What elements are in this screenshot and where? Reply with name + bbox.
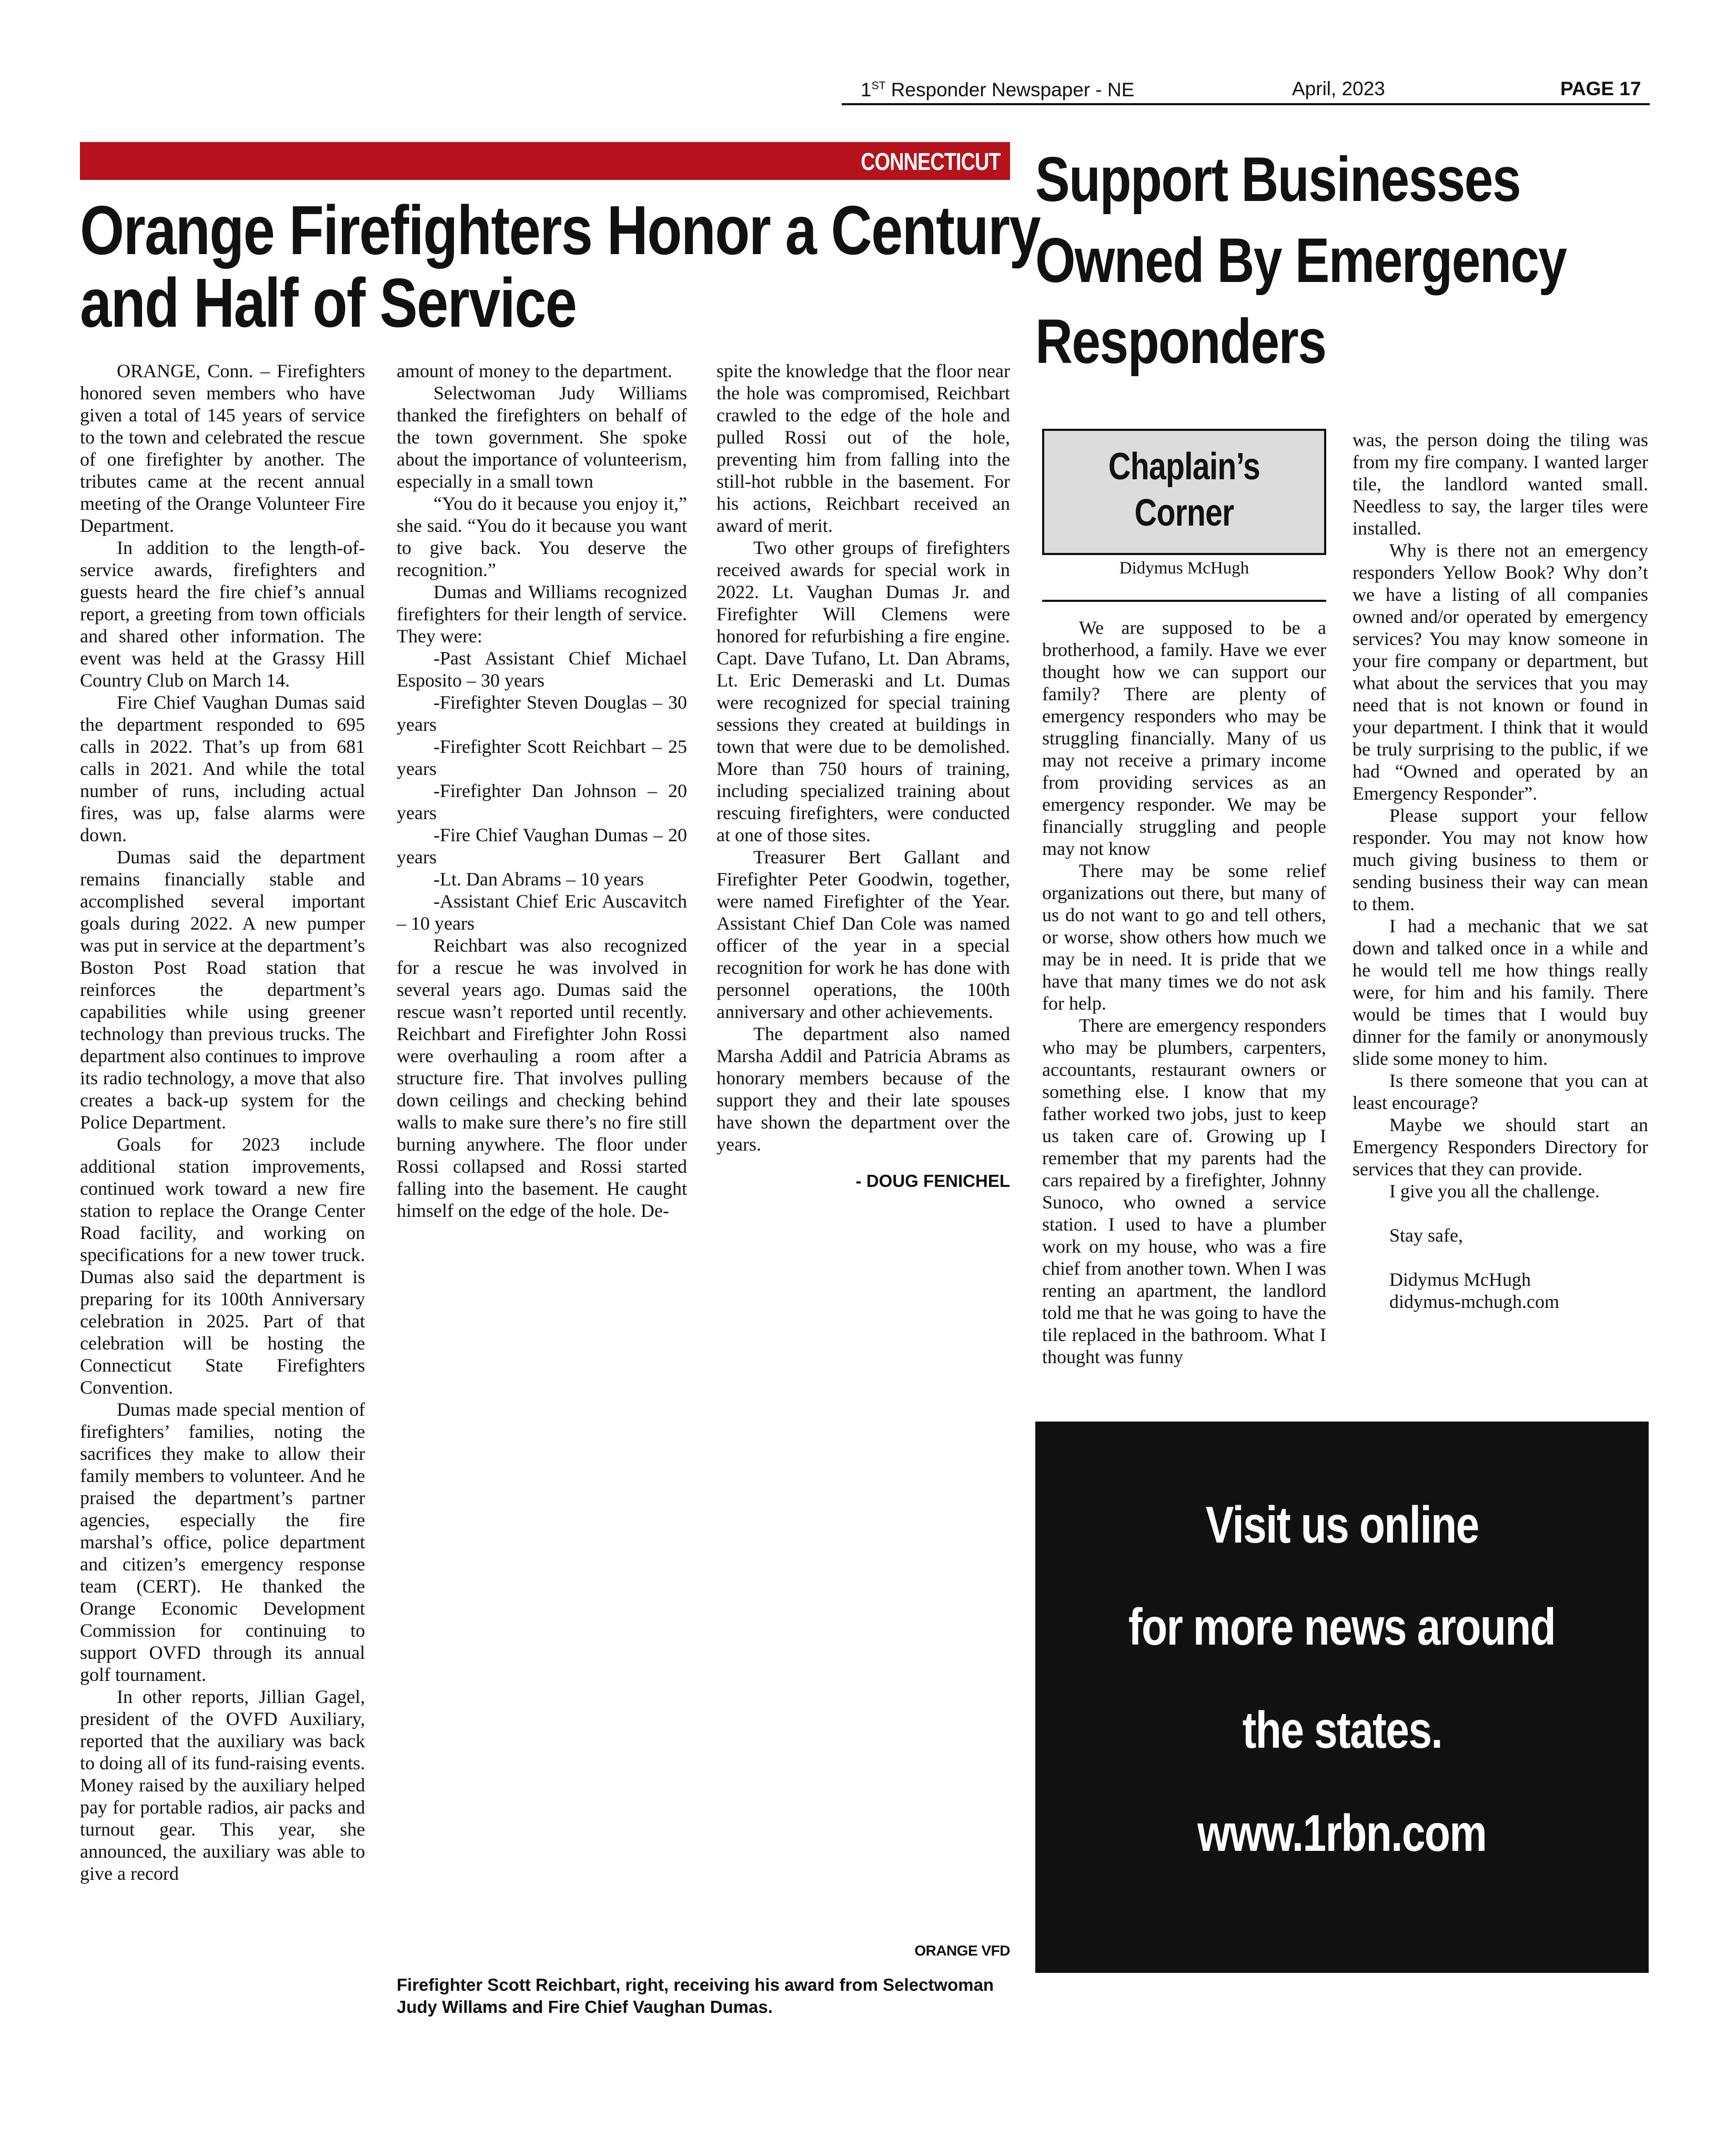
article1-headline-line2: and Half of Service <box>80 264 577 341</box>
article2-headline-line1: Support Businesses <box>1035 144 1520 215</box>
article1-paragraph: Selectwoman Judy Williams thanked the firefighters on behalf of the town government. She spoke about the importance of volunteerism, especially in a small town <box>397 382 687 492</box>
award-list-item: -Firefighter Dan Johnson – 20 years <box>397 780 687 823</box>
article2-paragraph: Is there someone that you can at least encourage? <box>1353 1070 1648 1113</box>
chaplains-corner-title-line2: Corner <box>1134 492 1234 534</box>
header-page-number: PAGE 17 <box>1560 78 1641 99</box>
signature-name: Didymus McHugh <box>1389 1269 1531 1290</box>
article1-paragraph: Fire Chief Vaughan Dumas said the department responded to 695 calls in 2022. That’s up from 681 calls in 2021. And while the total number of runs, including actual fires, was up, false alarms were down. <box>80 692 365 845</box>
article2-paragraph: Maybe we should start an Emergency Responders Directory for services that they can provide. <box>1353 1114 1648 1180</box>
article2-headline-line2: Owned By Emergency <box>1035 225 1567 296</box>
article1-paragraph: spite the knowledge that the floor near the hole was compromised, Reichbart crawled to the edge of the hole and pulled Rossi out of the hole, preventing him from falling into the still-hot rubble in the basement. For his actions, Reichbart received an award of merit. <box>716 360 1010 536</box>
article2-paragraph: I give you all the challenge. <box>1389 1181 1600 1202</box>
award-list-item: -Past Assistant Chief Michael Esposito – 30 years <box>397 648 687 691</box>
article1-paragraph: Dumas made special mention of firefighters’ families, noting the sacrifices they make to allow their family members to volunteer. And he praised the department’s partner agencies, especially the fire marshal’s office, police department and citizen’s emergency response team (CERT). He thanked the Orange Economic Development Commission for continuing to support OVFD through its annual golf tournament. <box>80 1399 365 1685</box>
article2-column-2 <box>1353 429 1648 1313</box>
article1-paragraph: Dumas and Williams recognized firefighters for their length of service. They were: <box>397 581 687 647</box>
ad-website-link[interactable]: www.1rbn.com <box>1197 1804 1487 1862</box>
article1-paragraph: “You do it because you enjoy it,” she said. “You do it because you want to give back. You deserve the recognition.” <box>397 493 687 580</box>
award-list-item: -Firefighter Scott Reichbart – 25 years <box>397 736 687 779</box>
photo-credit: ORANGE VFD <box>914 1942 1010 1959</box>
article2-paragraph: was, the person doing the tiling was from my fire company. I wanted larger tile, the landlord wanted small. Needless to say, the larger tiles were installed. <box>1353 429 1648 539</box>
award-list-item: -Lt. Dan Abrams – 10 years <box>433 869 644 890</box>
header-superscript: ST <box>871 79 886 92</box>
article2-paragraph: We are supposed to be a brotherhood, a family. Have we ever thought how we can support our family? There are plenty of emergency responders who may be struggling financially. Many of us may not receive a primary income from providing services as an emergency responder. We may be financially struggling and people may not know <box>1042 617 1326 859</box>
advertisement-box <box>1035 1422 1649 1973</box>
chaplains-corner-author: Didymus McHugh <box>1119 559 1249 578</box>
ad-line-3: the states. <box>1242 1701 1442 1759</box>
award-list-item: -Fire Chief Vaughan Dumas – 20 years <box>397 824 687 868</box>
article2-paragraph: There are emergency responders who may be plumbers, carpenters, accountants, restaurant owners or something else. I know that my father worked two jobs, just to keep us taken care of. Growing up I remember that my parents had the cars repaired by a firefighter, Johnny Sunoco, who owned a service station. I used to have a plumber work on my house, who was a fire chief from another town. When I was renting an apartment, the landlord told me that he was going to have the tile replaced in the bathroom. What I thought was funny <box>1042 1015 1326 1367</box>
article1-paragraph: In addition to the length-of-service awards, firefighters and guests heard the fire chief’s annual report, a greeting from town officials and shared other information. The event was held at the Grassy Hill Country Club on March 14. <box>80 537 365 691</box>
header-publication: 1ST Responder Newspaper - NE <box>861 79 1135 100</box>
signature-website: didymus-mchugh.com <box>1389 1291 1559 1312</box>
article1-headline-line1: Orange Firefighters Honor a Century <box>80 192 1041 269</box>
chaplains-corner-title-line1: Chaplain’s <box>1108 446 1260 488</box>
article1-paragraph: ORANGE, Conn. – Firefighters honored seven members who have given a total of 145 years of service to the town and celebrated the rescue of one firefighter by another. The tributes came at the recent annual meeting of the Orange Volunteer Fire Department. <box>80 360 365 536</box>
article1-paragraph: The department also named Marsha Addil and Patricia Abrams as honorary members because of the support they and their late spouses have shown the department over the years. <box>716 1023 1010 1155</box>
header-rule <box>842 103 1650 105</box>
article1-paragraph: In other reports, Jillian Gagel, president of the OVFD Auxiliary, reported that the auxiliary was back to doing all of its fund-raising events. Money raised by the auxiliary helped pay for portable radios, air packs and turnout gear. This year, she announced, the auxiliary was able to give a record <box>80 1686 365 1884</box>
ad-line-1: Visit us online <box>1205 1496 1479 1554</box>
header-date: April, 2023 <box>1292 78 1385 99</box>
article2-headline-line3: Responders <box>1035 306 1326 377</box>
ad-line-2: for more news around <box>1128 1598 1556 1656</box>
photo-caption: Firefighter Scott Reichbart, right, receiving his award from Selectwoman Judy Willams and Fire Chief Vaughan Dumas. <box>397 1975 994 2017</box>
award-list-item: -Assistant Chief Eric Auscavitch – 10 years <box>397 891 687 934</box>
chaplains-corner-rule <box>1042 600 1326 602</box>
chaplains-corner-box <box>1042 429 1326 555</box>
article1-column-2 <box>397 360 687 1222</box>
section-bar <box>80 142 1010 180</box>
article1-paragraph: Reichbart was also recognized for a rescue he was involved in several years ago. Dumas said the rescue wasn’t reported until recently. Reichbart and Firefighter John Rossi were overhauling a room after a structure fire. That involves pulling down ceilings and checking behind walls to make sure there’s no fire still burning anywhere. The floor under Rossi collapsed and Rossi started falling into the basement. He caught himself on the edge of the hole. De- <box>397 935 687 1221</box>
article-photo <box>397 1263 1010 1947</box>
section-label: CONNECTICUT <box>861 148 1001 175</box>
article1-column-1 <box>80 360 365 1885</box>
article2-paragraph: I had a mechanic that we sat down and talked once in a while and he would tell me how things really were, for him and his family. There would be times that I would buy dinner for the family or anonymously slide some money to him. <box>1353 915 1648 1069</box>
article1-paragraph: Treasurer Bert Gallant and Firefighter Peter Goodwin, together, were named Firefighter of the Year. Assistant Chief Dan Cole was named officer of the year in a special recognition for work he has done with personnel operations, the 100th anniversary and other achievements. <box>716 847 1010 1022</box>
article1-byline: - DOUG FENICHEL <box>855 1171 1010 1191</box>
article1-paragraph: amount of money to the department. <box>397 360 672 381</box>
article2-paragraph: Why is there not an emergency responders Yellow Book? Why don’t we have a listing of all companies owned and/or operated by emergency services? You may know someone in your fire company or department, but what about the services that you may need that is not known or found in your department. I think that it would be truly surprising to the public, if we had “Owned and operated by an Emergency Responder”. <box>1353 540 1648 804</box>
article1-paragraph: Two other groups of firefighters received awards for special work in 2022. Lt. Vaughan Dumas Jr. and Firefighter Will Clemens were honored for refurbishing a fire engine. Capt. Dave Tufano, Lt. Dan Abrams, Lt. Eric Demeraski and Lt. Dumas were recognized for special training sessions they created at buildings in town that were due to be demolished. More than 750 hours of training, including specialized training about rescuing firefighters, were conducted at one of those sites. <box>716 537 1010 845</box>
article2-column-1 <box>1042 617 1326 1368</box>
award-list-item: -Firefighter Steven Douglas – 30 years <box>397 692 687 735</box>
article2-paragraph: Please support your fellow responder. You may not know how much giving business to them or sending business their way can mean to them. <box>1353 805 1648 914</box>
article1-column-3 <box>716 360 1010 1192</box>
sign-off: Stay safe, <box>1389 1225 1463 1246</box>
article1-paragraph: Goals for 2023 include additional station improvements, continued work toward a new fire station to replace the Orange Center Road facility, and working on specifications for a new tower truck. Dumas also said the department is preparing for its 100th Anniversary celebration in 2025. Part of that celebration will be hosting the Connecticut State Firefighters Convention. <box>80 1134 365 1398</box>
article1-paragraph: Dumas said the department remains financially stable and accomplished several important goals during 2022. A new pumper was put in service at the department’s Boston Post Road station that reinforces the department’s capabilities while using greener technology than previous trucks. The department also continues to improve its radio technology, a move that also creates a back-up system for the Police Department. <box>80 847 365 1133</box>
article2-paragraph: There may be some relief organizations out there, but many of us do not want to go and tell others, or worse, show others how much we may be in need. It is pride that we have that many times we do not ask for help. <box>1042 860 1326 1014</box>
